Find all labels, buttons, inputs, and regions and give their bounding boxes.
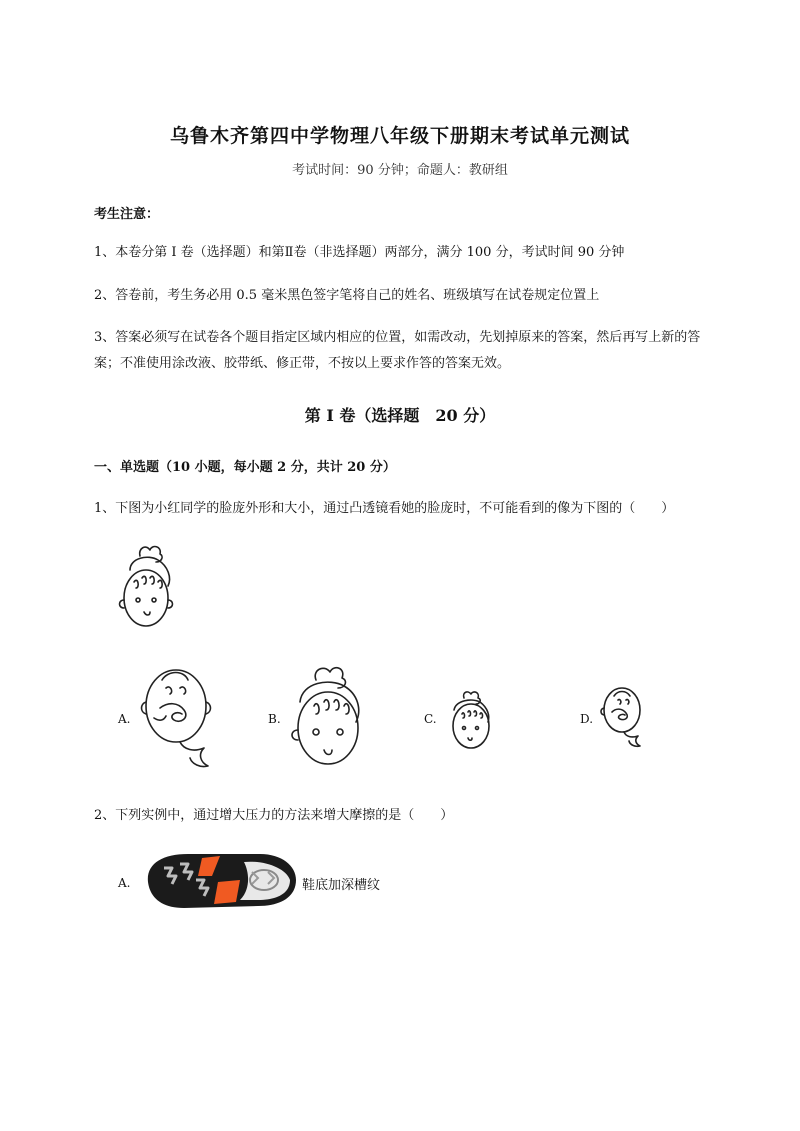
exam-subtitle: 考试时间：90 分钟；命题人：教研组 <box>292 163 508 178</box>
section-title: 第 I 卷（选择题 20 分） <box>304 406 496 425</box>
option-a-face-image[interactable] <box>134 662 220 772</box>
question-1-text: 1、下图为小红同学的脸庞外形和大小，通过凸透镜看她的脸庞时，不可能看到的像为下图的（ ） <box>94 501 675 516</box>
reference-face-image <box>108 542 188 634</box>
shoe-sole-image[interactable] <box>140 846 300 916</box>
question-1-option-a-label[interactable]: A. <box>118 712 131 726</box>
option-c-face-image[interactable] <box>444 688 498 754</box>
section-subheading: 一、单选题（10 小题，每小题 2 分，共计 20 分） <box>94 460 396 475</box>
question-1-option-b-label[interactable]: B. <box>268 712 281 726</box>
question-2-text: 2、下列实例中，通过增大压力的方法来增大摩擦的是（ ） <box>94 808 454 823</box>
question-2-option-a-label[interactable]: A. <box>118 876 131 890</box>
exam-title: 乌鲁木齐第四中学物理八年级下册期末考试单元测试 <box>169 125 630 147</box>
question-1-option-c-label[interactable]: C. <box>424 712 437 726</box>
notice-item-2: 2、答卷前，考生务必用 0.5 毫米黑色签字笔将自己的姓名、班级填写在试卷规定位置上 <box>94 288 600 303</box>
notice-heading: 考生注意： <box>94 207 160 222</box>
option-d-face-image[interactable] <box>598 686 648 750</box>
question-1-option-d-label[interactable]: D. <box>580 712 594 726</box>
notice-item-3: 3、答案必须写在试卷各个题目指定区域内相应的位置，如需改动，先划掉原来的答案，然后再写上新的答案；不准使用涂改液、胶带纸、修正带，不按以上要求作答的答案无效。 <box>94 330 701 371</box>
question-2-option-a-caption: 鞋底加深槽纹 <box>302 878 381 893</box>
option-b-face-image[interactable] <box>286 662 372 774</box>
notice-item-1: 1、本卷分第 I 卷（选择题）和第Ⅱ卷（非选择题）两部分，满分 100 分，考试时间 90 分钟 <box>94 245 625 260</box>
